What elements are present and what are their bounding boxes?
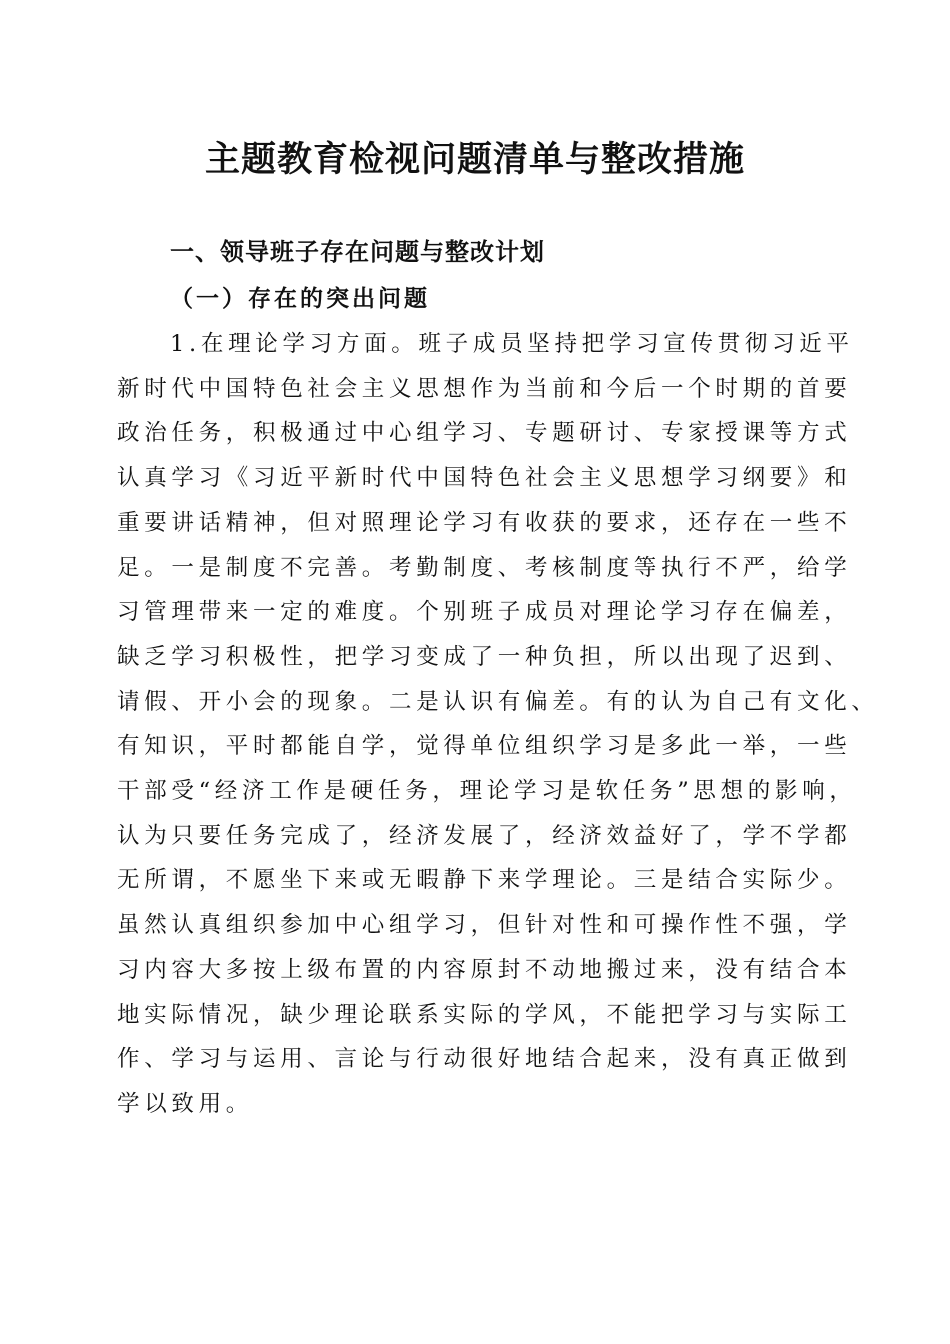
paragraph-line: 无所谓，不愿坐下来或无暇静下来学理论。三是结合实际少。 [117, 867, 852, 894]
paragraph-line: 习管理带来一定的难度。个别班子成员对理论学习存在偏差， [117, 599, 852, 626]
paragraph-line: 认真学习《习近平新时代中国特色社会主义思想学习纲要》和 [117, 465, 852, 492]
paragraph-line: 虽然认真组织参加中心组学习，但针对性和可操作性不强，学 [117, 912, 852, 939]
sub-heading: （一）存在的突出问题 [170, 285, 430, 312]
paragraph-line: 作、学习与运用、言论与行动很好地结合起来，没有真正做到 [117, 1046, 852, 1073]
paragraph-line: 有知识，平时都能自学，觉得单位组织学习是多此一举，一些 [117, 733, 852, 760]
paragraph-line: 足。一是制度不完善。考勤制度、考核制度等执行不严，给学 [117, 554, 852, 581]
paragraph-line: 习内容大多按上级布置的内容原封不动地搬过来，没有结合本 [117, 956, 852, 983]
document-title: 主题教育检视问题清单与整改措施 [204, 139, 745, 180]
paragraph-line: 新时代中国特色社会主义思想作为当前和今后一个时期的首要 [117, 375, 852, 402]
paragraph-line: 1.在理论学习方面。班子成员坚持把学习宣传贯彻习近平 [170, 331, 854, 357]
paragraph-line: 学以致用。 [117, 1090, 254, 1117]
section-heading: 一、领导班子存在问题与整改计划 [170, 238, 545, 266]
paragraph-line: 认为只要任务完成了，经济发展了，经济效益好了，学不学都 [117, 822, 852, 849]
paragraph-line: 干部受“经济工作是硬任务，理论学习是软任务”思想的影响， [117, 778, 857, 805]
paragraph-line: 缺乏学习积极性，把学习变成了一种负担，所以出现了迟到、 [117, 643, 852, 670]
paragraph-line: 政治任务，积极通过中心组学习、专题研讨、专家授课等方式 [117, 420, 852, 447]
paragraph-line: 重要讲话精神，但对照理论学习有收获的要求，还存在一些不 [117, 509, 852, 536]
body-paragraph [117, 322, 879, 1127]
paragraph-line: 请假、开小会的现象。二是认识有偏差。有的认为自己有文化、 [117, 688, 879, 715]
paragraph-line: 地实际情况，缺少理论联系实际的学风，不能把学习与实际工 [117, 1001, 852, 1028]
